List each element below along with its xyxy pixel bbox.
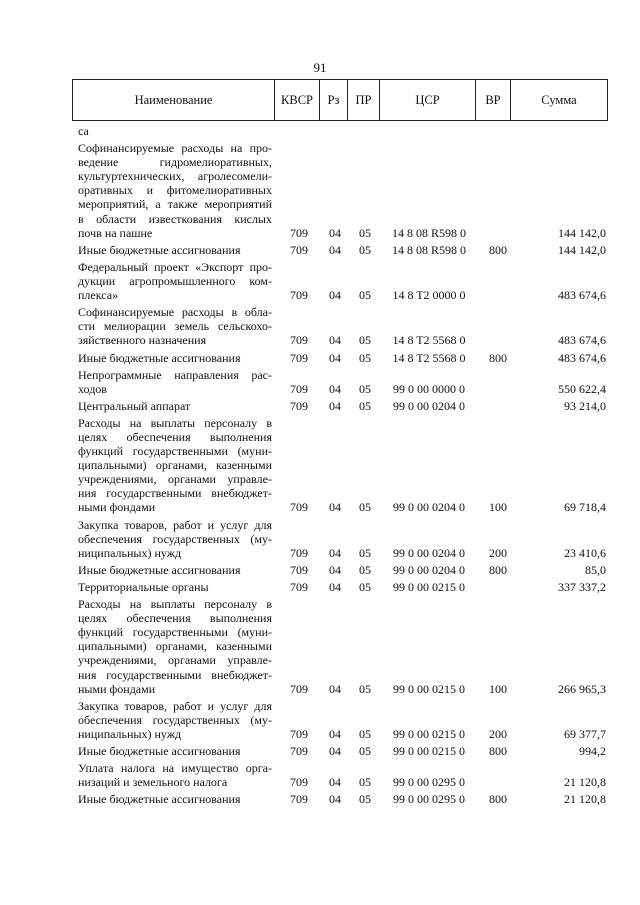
row-name-line: Уплата налога на имущество орга-: [78, 761, 272, 776]
row-name: [78, 518, 272, 560]
row-rz: 04: [329, 545, 341, 560]
row-name-line: культуртехнических, агролесомели-: [78, 169, 272, 184]
row-kvsr: 709: [290, 775, 308, 790]
row-vr: 200: [489, 545, 507, 560]
table-header: [72, 79, 608, 121]
row-name: [78, 563, 272, 577]
row-name-line: обеспечения государственных (му-: [78, 531, 272, 546]
row-kvsr: 709: [290, 562, 308, 577]
table-row: [78, 699, 606, 741]
row-csr: 14 8 T2 0000 0: [392, 288, 466, 303]
header-kvsr: КВСР: [275, 80, 320, 120]
row-kvsr: 709: [290, 744, 308, 759]
row-rz: 04: [329, 775, 341, 790]
row-pr: 05: [359, 288, 371, 303]
row-pr: 05: [359, 225, 371, 240]
row-vr: 100: [489, 681, 507, 696]
row-pr: 05: [359, 500, 371, 515]
table-row: [78, 243, 606, 257]
row-name-line: учреждениями, органами управле-: [78, 472, 272, 487]
row-name: [78, 368, 272, 396]
row-name-line: зяйственного назначения: [78, 333, 207, 348]
row-sum: 69 377,7: [564, 727, 606, 741]
row-name-line: мероприятий, а также мероприятий: [78, 197, 272, 212]
row-csr: 14 8 T2 5568 0: [392, 333, 466, 348]
row-name: [78, 141, 272, 240]
row-rz: 04: [329, 242, 341, 257]
table-row: [78, 368, 606, 396]
row-name-line: Софинансируемые расходы в обла-: [78, 305, 272, 320]
table-row: [78, 351, 606, 365]
row-name: [78, 124, 272, 138]
row-pr: 05: [359, 381, 371, 396]
row-name-line: ными фондами: [78, 500, 156, 515]
row-pr: 05: [359, 545, 371, 560]
row-vr: 100: [489, 500, 507, 515]
row-rz: 04: [329, 225, 341, 240]
row-pr: 05: [359, 562, 371, 577]
row-name-line: ходов: [78, 381, 107, 396]
row-kvsr: 709: [290, 225, 308, 240]
table-row: [78, 416, 606, 515]
row-rz: 04: [329, 381, 341, 396]
row-name-line: Расходы на выплаты персоналу в: [78, 597, 272, 612]
row-name-line: ния государственными внебюджет-: [78, 667, 272, 682]
header-sum: Сумма: [541, 93, 577, 107]
row-name-line: Закупка товаров, работ и услуг для: [78, 517, 272, 532]
row-name: [78, 305, 272, 347]
row-rz: 04: [329, 350, 341, 365]
row-name: [78, 744, 272, 758]
row-sum: 483 674,6: [558, 333, 606, 348]
row-csr: 99 0 00 0204 0: [393, 398, 465, 413]
row-csr: 14 8 08 R598 0: [391, 225, 466, 240]
row-name-line: ципальными) органами, казенными: [78, 458, 272, 473]
row-kvsr: 709: [290, 580, 308, 594]
row-name: [78, 399, 272, 413]
row-sum: 69 718,4: [564, 500, 606, 515]
row-kvsr: 709: [290, 792, 308, 807]
row-sum: 144 142,0: [558, 225, 606, 240]
row-name-line: обеспечения государственных (му-: [78, 712, 272, 727]
row-name-line: Федеральный проект «Экспорт про-: [78, 259, 272, 274]
row-vr: 800: [489, 242, 507, 257]
row-csr: 99 0 00 0215 0: [393, 681, 465, 696]
row-name-line: учреждениями, органами управле-: [78, 653, 272, 668]
row-kvsr: 709: [290, 381, 308, 396]
row-name-line: дукции агропромышленного ком-: [78, 273, 272, 288]
row-name-line: Непрограммные направления рас-: [78, 367, 272, 382]
table-row: [78, 597, 606, 696]
row-rz: 04: [329, 562, 341, 577]
table-row: [78, 305, 606, 347]
row-rz: 04: [329, 580, 341, 594]
row-vr: 800: [489, 792, 507, 807]
row-pr: 05: [359, 580, 371, 594]
row-name: [78, 597, 272, 696]
row-pr: 05: [359, 242, 371, 257]
row-sum: 144 142,0: [558, 242, 606, 257]
row-kvsr: 709: [290, 350, 308, 365]
row-sum: 337 337,2: [558, 580, 606, 594]
row-name-line: Иные бюджетные ассигнования: [78, 562, 241, 577]
row-csr: 14 8 08 R598 0: [391, 242, 466, 257]
row-pr: 05: [359, 775, 371, 790]
row-name-line: функций государственными (муни-: [78, 625, 272, 640]
row-name-line: в области известкования кислых: [78, 211, 272, 226]
row-name-line: Центральный аппарат: [78, 398, 191, 413]
row-name-line: функций государственными (муни-: [78, 444, 272, 459]
row-name-line: Иные бюджетные ассигнования: [78, 350, 241, 365]
row-name-line: ниципальных) нужд: [78, 545, 182, 560]
row-sum: 85,0: [585, 562, 606, 577]
row-name: [78, 243, 272, 257]
row-kvsr: 709: [290, 500, 308, 515]
row-name: [78, 351, 272, 365]
row-name-line: Расходы на выплаты персоналу в: [78, 415, 272, 430]
row-name: [78, 580, 272, 594]
row-sum: 21 120,8: [564, 775, 606, 790]
row-name-line: низаций и земельного налога: [78, 775, 228, 790]
row-rz: 04: [329, 792, 341, 807]
row-name-line: Территориальные органы: [78, 580, 209, 594]
row-pr: 05: [359, 792, 371, 807]
table-row: [78, 563, 606, 577]
row-vr: 800: [489, 350, 507, 365]
row-pr: 05: [359, 727, 371, 741]
row-rz: 04: [329, 333, 341, 348]
row-kvsr: 709: [290, 681, 308, 696]
row-rz: 04: [329, 727, 341, 741]
row-sum: 994,2: [579, 744, 606, 759]
row-sum: 23 410,6: [564, 545, 606, 560]
row-name-line: ниципальных) нужд: [78, 726, 182, 741]
row-pr: 05: [359, 744, 371, 759]
row-csr: 99 0 00 0215 0: [393, 580, 465, 594]
row-name-line: са: [78, 124, 89, 138]
row-sum: 93 214,0: [564, 398, 606, 413]
row-pr: 05: [359, 350, 371, 365]
row-name: [78, 792, 272, 806]
table-row: [78, 761, 606, 789]
row-csr: 99 0 00 0215 0: [393, 727, 465, 741]
row-vr: 200: [489, 727, 507, 741]
row-pr: 05: [359, 398, 371, 413]
row-name-line: ными фондами: [78, 681, 156, 696]
row-name-line: Иные бюджетные ассигнования: [78, 242, 241, 257]
row-kvsr: 709: [290, 242, 308, 257]
row-name-line: целях обеспечения выполнения: [78, 429, 272, 444]
row-name-line: ципальными) органами, казенными: [78, 639, 272, 654]
row-kvsr: 709: [290, 398, 308, 413]
row-csr: 99 0 00 0204 0: [393, 545, 465, 560]
row-sum: 483 674,6: [558, 350, 606, 365]
row-name-line: ведение гидромелиоративных,: [78, 155, 272, 170]
row-kvsr: 709: [290, 727, 308, 741]
table-row: [78, 260, 606, 302]
row-rz: 04: [329, 500, 341, 515]
row-name-line: оративных и фитомелиоративных: [78, 183, 272, 198]
row-name: [78, 761, 272, 789]
table-row: [78, 792, 606, 806]
row-name-line: Закупка товаров, работ и услуг для: [78, 698, 272, 713]
row-csr: 99 0 00 0204 0: [393, 500, 465, 515]
table-row: [78, 124, 606, 138]
row-csr: 99 0 00 0204 0: [393, 562, 465, 577]
header-vr: ВР: [476, 80, 511, 120]
row-name-line: ния государственными внебюджет-: [78, 486, 272, 501]
row-rz: 04: [329, 398, 341, 413]
row-csr: 99 0 00 0000 0: [393, 381, 465, 396]
row-sum: 483 674,6: [558, 288, 606, 303]
row-name-line: плекса»: [78, 288, 119, 303]
row-rz: 04: [329, 288, 341, 303]
header-rz: Рз: [320, 80, 348, 120]
row-sum: 550 622,4: [558, 381, 606, 396]
row-name-line: Иные бюджетные ассигнования: [78, 744, 241, 759]
row-name: [78, 416, 272, 515]
row-name: [78, 260, 272, 302]
row-name: [78, 699, 272, 741]
row-pr: 05: [359, 333, 371, 348]
row-vr: 800: [489, 562, 507, 577]
table-row: [78, 141, 606, 240]
row-kvsr: 709: [290, 545, 308, 560]
table-row: [78, 399, 606, 413]
header-name: Наименование: [73, 80, 275, 120]
row-csr: 99 0 00 0295 0: [393, 792, 465, 807]
table-row: [78, 518, 606, 560]
row-kvsr: 709: [290, 333, 308, 348]
row-pr: 05: [359, 681, 371, 696]
row-csr: 14 8 T2 5568 0: [392, 350, 466, 365]
row-csr: 99 0 00 0215 0: [393, 744, 465, 759]
row-rz: 04: [329, 681, 341, 696]
row-name-line: Иные бюджетные ассигнования: [78, 792, 241, 807]
row-name-line: целях обеспечения выполнения: [78, 611, 272, 626]
row-sum: 21 120,8: [564, 792, 606, 807]
header-pr: ПР: [348, 80, 380, 120]
row-sum: 266 965,3: [558, 681, 606, 696]
row-csr: 99 0 00 0295 0: [393, 775, 465, 790]
row-name-line: почв на пашне: [78, 225, 153, 240]
row-vr: 800: [489, 744, 507, 759]
row-rz: 04: [329, 744, 341, 759]
page-number: 91: [313, 60, 327, 75]
row-name-line: Софинансируемые расходы на про-: [78, 141, 272, 156]
row-kvsr: 709: [290, 288, 308, 303]
table-row: [78, 744, 606, 758]
row-name-line: сти мелиорации земель сельскохо-: [78, 319, 272, 334]
table-row: [78, 580, 606, 594]
header-csr: ЦСР: [380, 80, 476, 120]
